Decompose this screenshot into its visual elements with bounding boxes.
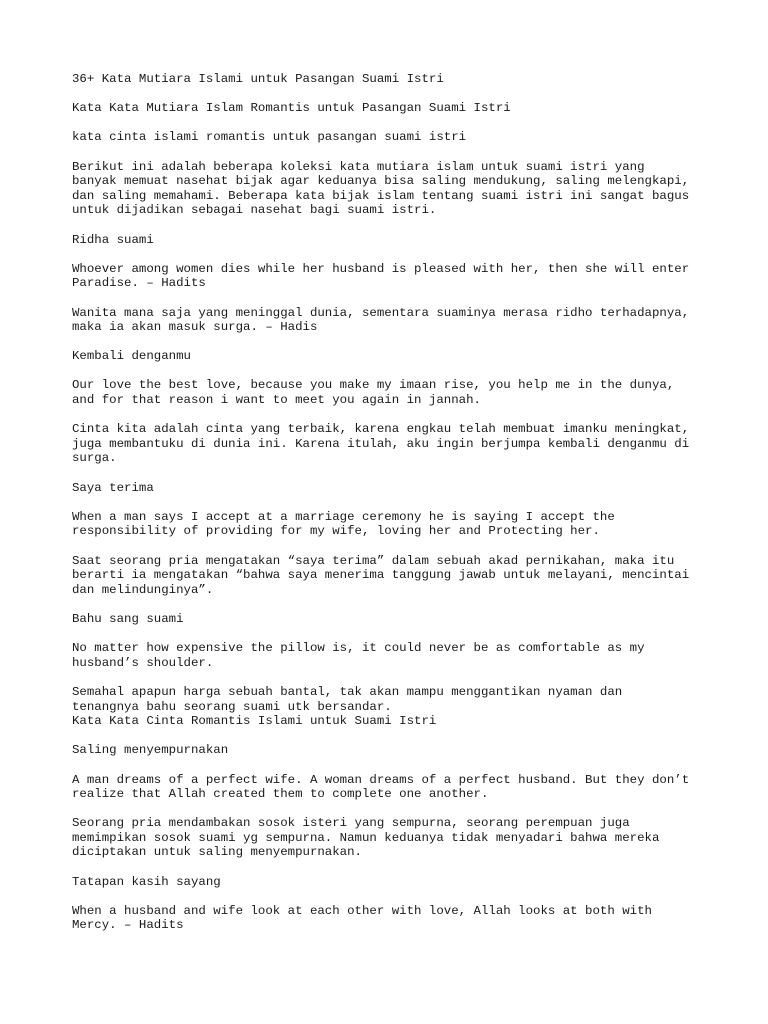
text-line: 36+ Kata Mutiara Islami untuk Pasangan Suami Istri xyxy=(72,72,444,86)
text-line: Whoever among women dies while her husband is pleased with her, then she will enter xyxy=(72,261,690,276)
paragraph xyxy=(72,612,712,627)
text-line: Bahu sang suami xyxy=(72,611,184,626)
text-line: Kembali denganmu xyxy=(72,349,191,364)
text-line: dan melindunginya”. xyxy=(72,582,214,597)
text-line: A man dreams of a perfect wife. A woman dreams of a perfect husband. But they don’t xyxy=(72,772,690,787)
text-line: Paradise. – Hadits xyxy=(72,276,206,291)
text-line: Semahal apapun harga sebuah bantal, tak akan mampu menggantikan nyaman dan xyxy=(72,684,623,699)
text-line: Cinta kita adalah cinta yang terbaik, karena engkau telah membuat imanku meningkat, xyxy=(72,422,690,437)
text-line: Tatapan kasih sayang xyxy=(72,874,221,889)
paragraph xyxy=(72,378,712,407)
text-line: Saat seorang pria mengatakan “saya terima” dalam sebuah akad pernikahan, maka itu xyxy=(72,553,675,568)
paragraph xyxy=(72,233,712,248)
text-line: Kata Kata Mutiara Islam Romantis untuk Pasangan Suami Istri xyxy=(72,101,511,116)
paragraph xyxy=(72,481,712,496)
text-line: diciptakan untuk saling menyempurnakan. xyxy=(72,845,362,860)
paragraph xyxy=(72,875,712,890)
text-line: When a man says I accept at a marriage ceremony he is saying I accept the xyxy=(72,509,615,524)
paragraph xyxy=(72,904,712,933)
text-line: dan saling memahami. Beberapa kata bijak islam tentang suami istri ini sangat bagus xyxy=(72,188,690,203)
paragraph xyxy=(72,685,712,729)
text-line: tenangnya bahu seorang suami utk bersandar. xyxy=(72,699,392,714)
paragraph xyxy=(72,510,712,539)
text-line: and for that reason i want to meet you again in jannah. xyxy=(72,393,481,408)
paragraph xyxy=(72,101,712,116)
text-line: maka ia akan masuk surga. – Hadis xyxy=(72,320,318,335)
text-line: Berikut ini adalah beberapa koleksi kata mutiara islam untuk suami istri yang xyxy=(72,159,645,174)
text-line: kata cinta islami romantis untuk pasangan suami istri xyxy=(72,130,467,145)
text-line: banyak memuat nasehat bijak agar keduanya bisa saling mendukung, saling melengkapi, xyxy=(72,174,690,189)
text-line: surga. xyxy=(72,451,117,466)
paragraph xyxy=(72,72,712,87)
paragraph xyxy=(72,743,712,758)
text-line: berarti ia mengatakan “bahwa saya menerima tanggung jawab untuk melayani, mencintai xyxy=(72,568,690,583)
text-line: husband’s shoulder. xyxy=(72,655,214,670)
text-line: Kata Kata Cinta Romantis Islami untuk Suami Istri xyxy=(72,714,437,729)
text-line: Seorang pria mendambakan sosok isteri yang sempurna, seorang perempuan juga xyxy=(72,816,630,831)
paragraph xyxy=(72,349,712,364)
text-line: When a husband and wife look at each other with love, Allah looks at both with xyxy=(72,903,652,918)
paragraph xyxy=(72,773,712,802)
text-line: Saya terima xyxy=(72,480,154,495)
text-line: Ridha suami xyxy=(72,232,154,247)
text-line: Mercy. – Hadits xyxy=(72,918,184,933)
paragraph xyxy=(72,422,712,466)
text-line: Saling menyempurnakan xyxy=(72,743,229,758)
paragraph xyxy=(72,262,712,291)
text-line: juga membantuku di dunia ini. Karena itulah, aku ingin berjumpa kembali denganmu di xyxy=(72,436,690,451)
text-line: No matter how expensive the pillow is, it could never be as comfortable as my xyxy=(72,641,645,656)
text-line: Our love the best love, because you make my imaan rise, you help me in the dunya, xyxy=(72,378,675,393)
paragraph xyxy=(72,160,712,218)
text-line: responsibility of providing for my wife, loving her and Protecting her. xyxy=(72,524,600,539)
paragraph xyxy=(72,641,712,670)
paragraph xyxy=(72,554,712,598)
text-line: realize that Allah created them to complete one another. xyxy=(72,787,489,802)
document-page xyxy=(72,72,712,948)
paragraph xyxy=(72,306,712,335)
paragraph xyxy=(72,816,712,860)
text-line: Wanita mana saja yang meninggal dunia, sementara suaminya merasa ridho terhadapnya, xyxy=(72,305,690,320)
paragraph xyxy=(72,130,712,145)
text-line: memimpikan sosok suami yg sempurna. Namun keduanya tidak menyadari bahwa mereka xyxy=(72,830,660,845)
text-line: untuk dijadikan sebagai nasehat bagi suami istri. xyxy=(72,203,437,218)
